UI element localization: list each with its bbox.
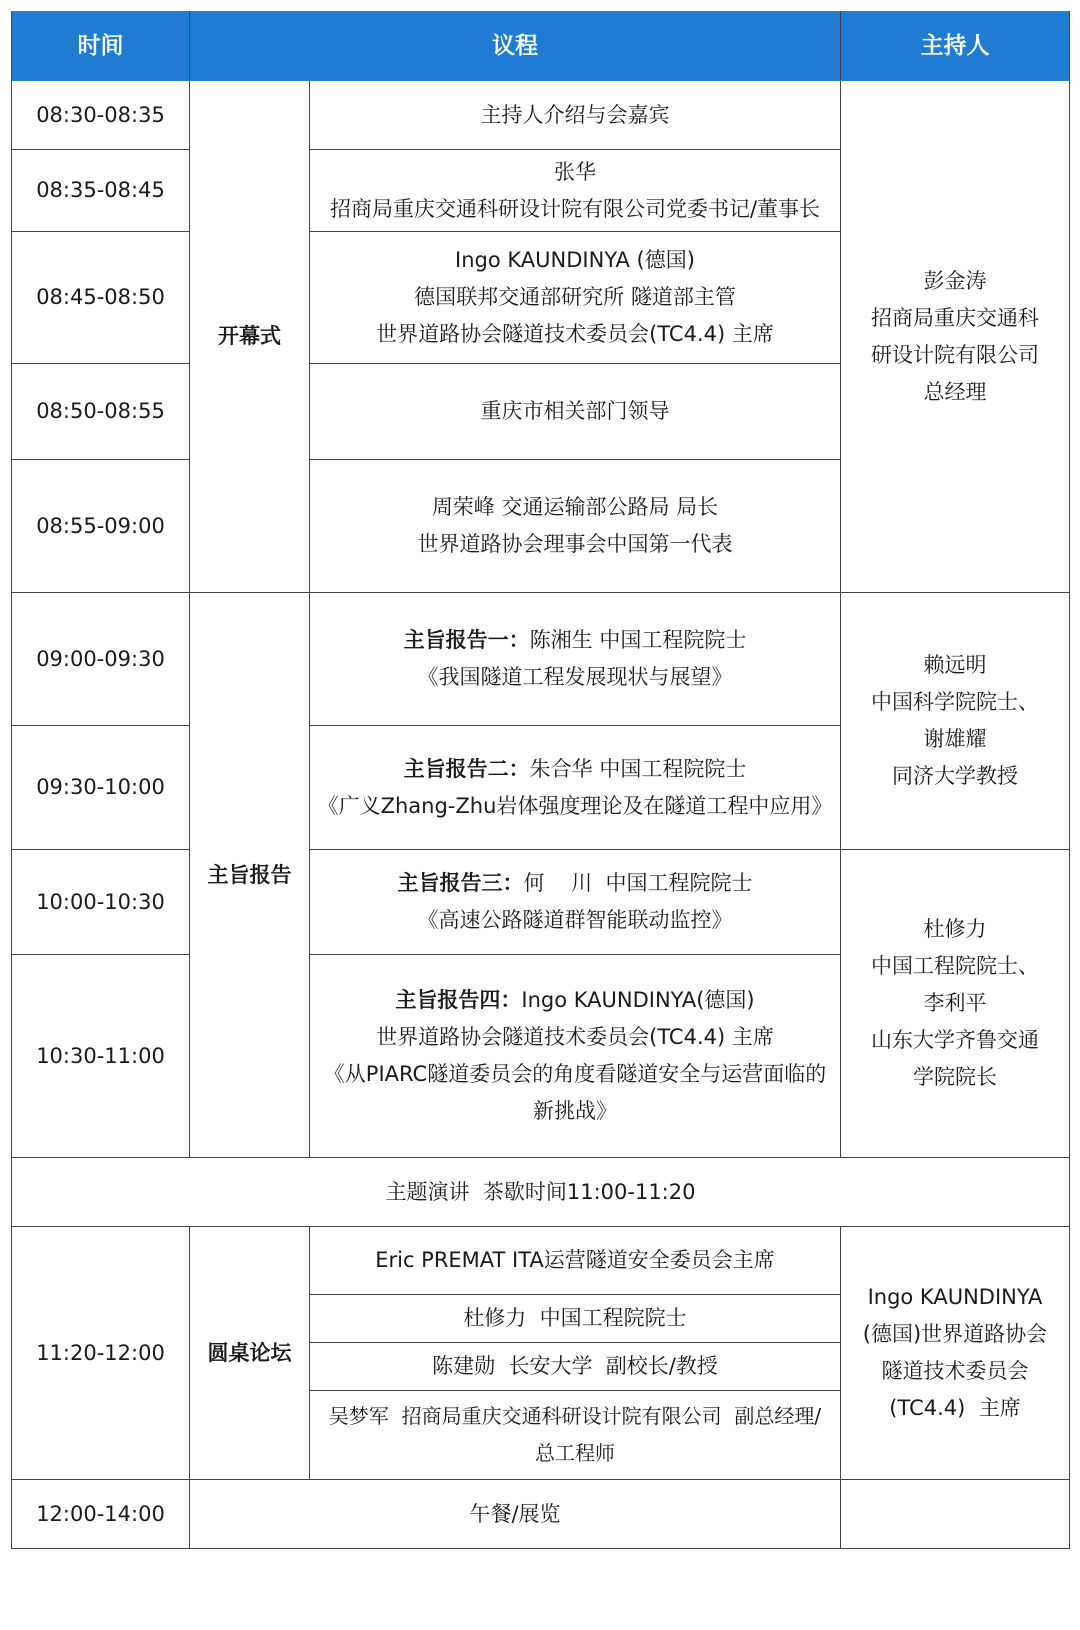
keynote-label: 主旨报告四： (395, 988, 522, 1012)
session-opening: 开幕式 (190, 81, 310, 593)
host-line: 山东大学齐鲁交通 (871, 1028, 1039, 1052)
break-cell: 主题演讲 茶歇时间11:00-11:20 (12, 1158, 1070, 1227)
session-roundtable: 圆桌论坛 (190, 1227, 310, 1480)
agenda-cell (310, 150, 841, 232)
agenda-table (11, 11, 1070, 1549)
table-row (12, 81, 1070, 150)
time-cell: 08:35-08:45 (12, 150, 190, 232)
time-cell: 09:30-10:00 (12, 726, 190, 850)
agenda-line: 世界道路协会隧道技术委员会(TC4.4) 主席 (376, 1025, 774, 1049)
agenda-line: 陈建勋 长安大学 副校长/教授 (432, 1354, 718, 1378)
host-line: (TC4.4) 主席 (889, 1396, 1021, 1420)
host-line: 隧道技术委员会 (881, 1359, 1029, 1383)
table-row (12, 1227, 1070, 1295)
time-cell: 12:00-14:00 (12, 1480, 190, 1549)
agenda-line (314, 865, 836, 902)
agenda-line: 德国联邦交通部研究所 隧道部主管 (414, 285, 736, 309)
agenda-cell (310, 955, 841, 1158)
lunch-cell: 午餐/展览 (190, 1480, 841, 1549)
host-line: 研设计院有限公司 (871, 342, 1039, 367)
agenda-cell (310, 81, 841, 150)
host-line: 中国工程院院士、 (871, 954, 1039, 978)
keynote-label: 主旨报告一： (403, 628, 530, 652)
session-keynote: 主旨报告 (190, 593, 310, 1158)
header-row (12, 12, 1070, 81)
agenda-cell (310, 460, 841, 593)
agenda-line: 招商局重庆交通科研设计院有限公司党委书记/董事长 (329, 196, 821, 221)
time-cell: 08:30-08:35 (12, 81, 190, 150)
host-line: 学院院长 (913, 1065, 997, 1089)
keynote-speaker: Ingo KAUNDINYA(德国) (521, 988, 755, 1012)
keynote-speaker: 陈湘生 中国工程院院士 (529, 628, 747, 652)
keynote-speaker: 朱合华 中国工程院院士 (529, 756, 747, 781)
host-line: 赖远明 (923, 653, 987, 677)
host-keynote-1 (841, 593, 1070, 850)
host-line: 李利平 (923, 991, 987, 1015)
host-line: 同济大学教授 (892, 764, 1018, 788)
agenda-cell (310, 1343, 841, 1391)
agenda-line: 《我国隧道工程发展现状与展望》 (417, 665, 733, 689)
host-line: (德国)世界道路协会 (862, 1322, 1048, 1346)
agenda-line: 世界道路协会隧道技术委员会(TC4.4) 主席 (376, 322, 774, 346)
agenda-cell (310, 1391, 841, 1480)
host-opening (841, 81, 1070, 593)
keynote-label: 主旨报告二： (403, 756, 530, 781)
host-line: 杜修力 (923, 917, 987, 941)
header-time: 时间 (12, 12, 190, 81)
agenda-line: Eric PREMAT ITA运营隧道安全委员会主席 (375, 1248, 775, 1272)
agenda-line (314, 982, 836, 1019)
agenda-line (314, 622, 836, 659)
agenda-cell (310, 1227, 841, 1295)
host-empty (841, 1480, 1070, 1549)
host-line: 谢雄耀 (923, 727, 987, 751)
agenda-line: 张华 (554, 159, 596, 184)
agenda-cell (310, 364, 841, 460)
host-line: 中国科学院院士、 (871, 690, 1039, 714)
time-cell: 08:55-09:00 (12, 460, 190, 593)
agenda-cell (310, 232, 841, 364)
agenda-line: 新挑战》 (533, 1099, 617, 1123)
host-roundtable (841, 1227, 1070, 1480)
agenda-line: 《高速公路隧道群智能联动监控》 (417, 908, 733, 932)
break-row (12, 1158, 1070, 1227)
host-line: 彭金涛 (923, 268, 987, 293)
table-row (12, 850, 1070, 955)
time-cell: 11:20-12:00 (12, 1227, 190, 1480)
agenda-cell (310, 1295, 841, 1343)
agenda-line: 周荣峰 交通运输部公路局 局长 (431, 495, 719, 519)
keynote-label: 主旨报告三： (397, 871, 524, 895)
agenda-line: 重庆市相关部门领导 (480, 399, 670, 423)
agenda-line: 《广义Zhang-Zhu岩体强度理论及在隧道工程中应用》 (317, 793, 833, 818)
table-row (12, 593, 1070, 726)
time-cell: 10:00-10:30 (12, 850, 190, 955)
agenda-cell (310, 726, 841, 850)
time-cell: 10:30-11:00 (12, 955, 190, 1158)
agenda-line: 主持人介绍与会嘉宾 (480, 102, 670, 127)
agenda-line: 杜修力 中国工程院院士 (463, 1306, 687, 1330)
agenda-line: 世界道路协会理事会中国第一代表 (417, 532, 733, 556)
host-line: Ingo KAUNDINYA (867, 1285, 1043, 1309)
agenda-line: 吴梦军 招商局重庆交通科研设计院有限公司 副总经理/ (328, 1404, 822, 1428)
agenda-cell (310, 593, 841, 726)
host-line: 总经理 (923, 379, 987, 404)
host-line: 招商局重庆交通科 (871, 305, 1039, 330)
host-keynote-2 (841, 850, 1070, 1158)
agenda-line: 总工程师 (535, 1441, 615, 1465)
time-cell: 08:50-08:55 (12, 364, 190, 460)
table-row (12, 1480, 1070, 1549)
keynote-speaker: 何 川 中国工程院院士 (523, 871, 753, 895)
header-host: 主持人 (841, 12, 1070, 81)
time-cell: 08:45-08:50 (12, 232, 190, 364)
time-cell: 09:00-09:30 (12, 593, 190, 726)
header-agenda: 议程 (190, 12, 841, 81)
agenda-line (314, 751, 836, 788)
agenda-line: Ingo KAUNDINYA (德国) (455, 248, 695, 272)
agenda-cell (310, 850, 841, 955)
agenda-line: 《从PIARC隧道委员会的角度看隧道安全与运营面临的 (323, 1062, 827, 1086)
